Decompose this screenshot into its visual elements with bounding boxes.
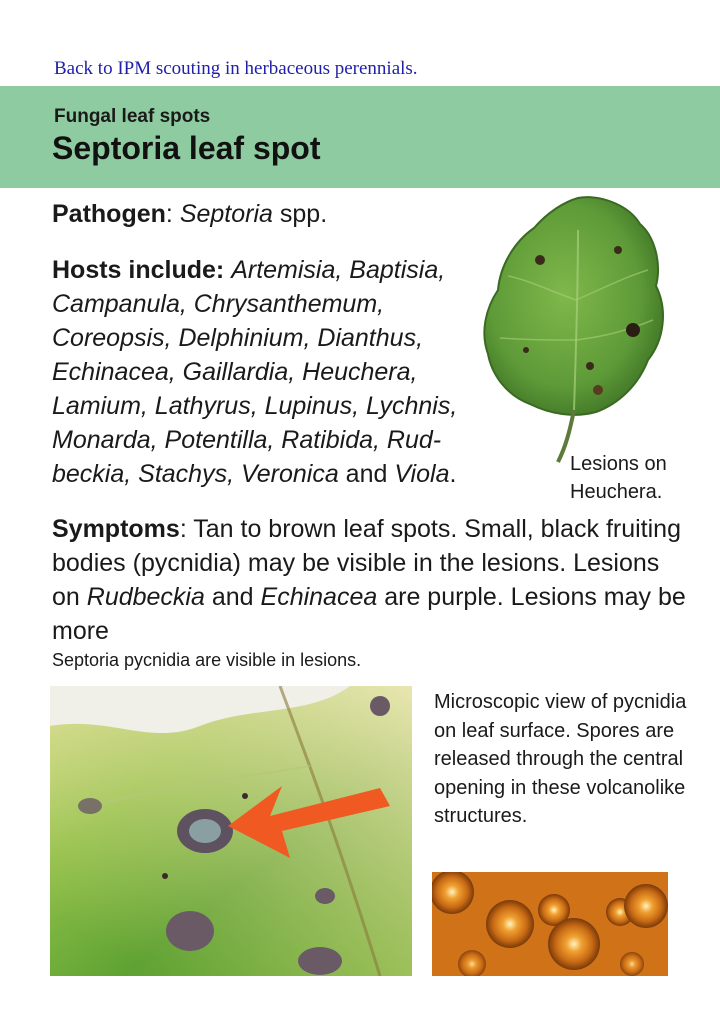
leaf-caption: Lesions on Heuchera.: [570, 453, 667, 503]
hosts-and: and: [338, 460, 395, 488]
microscopic-caption: Microscopic view of pycnidia on leaf surface. Spores are released through the central opening in these volcanolike structures.: [434, 691, 687, 827]
hosts-last: Viola: [394, 460, 450, 488]
heuchera-leaf-image: [478, 190, 678, 470]
symptoms-host-1: Rudbeckia: [86, 583, 205, 611]
hosts-end: .: [449, 460, 457, 488]
hosts-label: Hosts include:: [52, 256, 225, 284]
symptoms-label: Symptoms: [52, 515, 180, 543]
hosts-list: Artemisia, Baptisia, Campanula, Chrysanthemum, Coreopsis, Delphinium, Dianthus, Echinacea, Gaillardia, Heuchera, Lamium, Lathyrus, Lupinus, Lychnis, Monarda, Potentilla, Ratibida, Rud-beckia, Stachys, Veronica: [52, 256, 458, 488]
pycnidia-note: Septoria pycnidia are visible in lesions.: [52, 650, 362, 670]
symptoms-text-1: : Tan to brown leaf spots. Small, black fruiting bodies (pycnidia) may be visible in the lesions. Lesions on: [52, 515, 681, 611]
symptoms-text-3: are purple. Lesions may be more: [52, 583, 686, 645]
hosts-paragraph: [52, 253, 502, 491]
pycnidia-micro-photo: [432, 872, 668, 976]
page-title: Septoria leaf spot: [52, 130, 321, 166]
lesion-closeup-photo: [50, 686, 412, 976]
symptoms-host-2: Echinacea: [260, 583, 378, 611]
symptoms-paragraph: [52, 512, 692, 648]
category-label: Fungal leaf spots: [54, 106, 211, 127]
pathogen-label: Pathogen: [52, 200, 166, 228]
symptoms-text-2: and: [204, 583, 261, 611]
pathogen-sep: :: [165, 200, 180, 228]
pathogen-suffix: spp.: [272, 200, 328, 228]
pathogen-line: [52, 200, 327, 229]
pathogen-genus: Septoria: [179, 200, 273, 228]
back-to-ipm-link[interactable]: Back to IPM scouting in herbaceous perennials.: [54, 58, 418, 79]
header-banner: [0, 86, 720, 188]
